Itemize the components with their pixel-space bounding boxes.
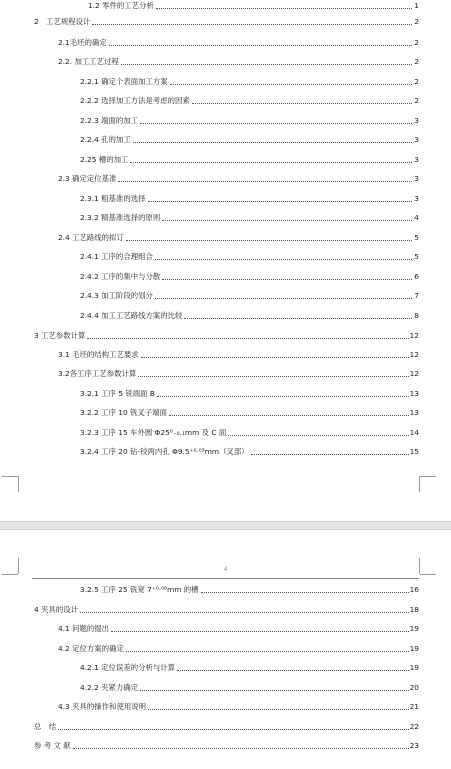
toc-leader (162, 279, 412, 280)
toc-entry[interactable] (58, 231, 419, 243)
toc-leader (130, 162, 412, 163)
toc-entry-title: 3.2.1 工序 5 铣端面 B (80, 389, 155, 398)
toc-entry-title: 3 工艺参数计算 (34, 331, 86, 340)
toc-entry[interactable] (58, 36, 419, 48)
toc-entry-page: 19 (409, 663, 419, 672)
toc-entry-title: 2.4.3 加工阶段的划分 (80, 291, 153, 300)
toc-entry[interactable] (80, 583, 419, 595)
toc-entry-title: 2.2. 加工工艺过程 (58, 57, 119, 66)
toc-entry-page: 19 (409, 644, 419, 653)
toc-entry-title: 3.2.3 工序 15 车外圆 Φ25⁰₋₀.₁mm 及 C 面 (80, 428, 227, 437)
toc-entry[interactable] (80, 94, 419, 106)
toc-entry[interactable] (58, 622, 419, 634)
toc-entry-title: 2.1毛坯的确定 (58, 38, 107, 47)
toc-entry-title: 3.2.5 工序 25 铣宽 7⁺⁰·⁰⁸mm 的槽 (80, 585, 199, 594)
toc-leader (140, 690, 408, 691)
toc-entry-title: 3.2各工序工艺参数计算 (58, 369, 137, 378)
toc-entry[interactable] (80, 250, 419, 262)
toc-leader (133, 142, 412, 143)
toc-leader (155, 259, 412, 260)
toc-entry-title: 2.4 工艺路线的拟订 (58, 233, 124, 242)
toc-entry[interactable] (80, 445, 419, 457)
toc-leader (109, 45, 412, 46)
toc-leader (58, 729, 408, 730)
crop-mark (419, 476, 420, 492)
crop-mark (420, 476, 436, 477)
toc-leader (111, 631, 409, 632)
toc-entry-page: 3 (414, 174, 419, 183)
toc-entry[interactable] (80, 211, 419, 223)
toc-entry-title: 2.4.4 加工工艺路线方案的比较 (80, 311, 183, 320)
toc-entry[interactable] (80, 406, 419, 418)
toc-entry[interactable] (80, 289, 419, 301)
toc-entry[interactable] (58, 172, 419, 184)
toc-entry-page: 2 (414, 17, 419, 26)
toc-entry-page: 18 (409, 605, 419, 614)
toc-entry[interactable] (80, 192, 419, 204)
toc-entry-page: 2 (414, 96, 419, 105)
toc-entry[interactable] (34, 720, 419, 732)
toc-entry[interactable] (80, 153, 419, 165)
toc-entry-page: 15 (409, 447, 419, 456)
toc-entry-title: 1.2 零件的工艺分析 (88, 1, 154, 10)
toc-entry-page: 20 (409, 683, 419, 692)
toc-leader (121, 64, 412, 65)
toc-entry-title: 4.3 夹具的操作和使用说明 (58, 702, 147, 711)
toc-leader (169, 415, 409, 416)
toc-entry[interactable] (88, 0, 419, 11)
toc-entry[interactable] (58, 55, 419, 67)
toc-entry-page: 16 (409, 585, 419, 594)
page-gap (0, 521, 451, 530)
toc-entry-page: 4 (414, 213, 419, 222)
toc-entry-title: 2.3.1 粗基准的选择 (80, 194, 146, 203)
toc-entry-title: 4.1 问题的提出 (58, 624, 110, 633)
toc-entry[interactable] (34, 603, 419, 615)
toc-leader (184, 318, 412, 319)
toc-leader (156, 8, 412, 9)
toc-entry-page: 5 (414, 233, 419, 242)
toc-entry[interactable] (58, 367, 419, 379)
toc-entry-page: 21 (409, 702, 419, 711)
toc-entry-title: 4.2.1 定位误差的分析与计算 (80, 663, 176, 672)
toc-entry-title: 参 考 文 献 (34, 741, 71, 750)
toc-entry[interactable] (58, 700, 419, 712)
toc-leader (162, 220, 412, 221)
toc-entry-title: 3.1 毛坯的结构工艺要求 (58, 350, 139, 359)
toc-entry-page: 3 (414, 116, 419, 125)
toc-entry-title: 4.2 定位方案的确定 (58, 644, 124, 653)
toc-entry[interactable] (80, 681, 419, 693)
toc-entry-page: 2 (414, 38, 419, 47)
toc-entry-page: 8 (414, 311, 419, 320)
toc-leader (170, 84, 412, 85)
toc-entry-page: 14 (409, 428, 419, 437)
toc-entry[interactable] (34, 739, 419, 751)
toc-leader (126, 240, 412, 241)
toc-leader (141, 357, 409, 358)
toc-entry[interactable] (34, 15, 419, 27)
toc-leader (192, 103, 412, 104)
toc-entry-page: 2 (414, 57, 419, 66)
toc-entry-page: 13 (409, 389, 419, 398)
toc-entry-title: 2.25 槽的加工 (80, 155, 129, 164)
toc-leader (148, 201, 413, 202)
toc-entry-page: 5 (414, 252, 419, 261)
toc-leader (118, 181, 412, 182)
toc-entry-title: 2.4.2 工序的集中与分散 (80, 272, 161, 281)
toc-leader (138, 376, 408, 377)
toc-entry-page: 23 (409, 741, 419, 750)
toc-leader (148, 709, 409, 710)
toc-entry-page: 6 (414, 272, 419, 281)
crop-mark (18, 476, 19, 492)
header-rule (32, 578, 419, 579)
toc-entry-page: 3 (414, 135, 419, 144)
toc-entry[interactable] (80, 309, 419, 321)
crop-mark (2, 476, 18, 477)
toc-entry-page: 2 (414, 77, 419, 86)
toc-entry-title: 2.2.1 确定个表面加工方案 (80, 77, 168, 86)
toc-entry-title: 2.4.1 工序的合理组合 (80, 252, 153, 261)
toc-entry-title: 4.2.2 夹紧力确定 (80, 683, 139, 692)
toc-entry[interactable] (80, 387, 419, 399)
toc-entry-title: 总 结 (34, 722, 57, 731)
toc-entry[interactable] (58, 348, 419, 360)
toc-leader (155, 298, 412, 299)
toc-entry[interactable] (80, 75, 419, 87)
toc-entry-title: 4 夹具的设计 (34, 605, 79, 614)
toc-entry[interactable] (80, 270, 419, 282)
toc-entry-page: 13 (409, 408, 419, 417)
toc-entry-title: 2 工艺规程设计 (34, 17, 91, 26)
toc-entry-page: 12 (409, 369, 419, 378)
crop-mark (2, 574, 18, 575)
toc-entry-title: 3.2.4 工序 20 钻-铰两内孔 Φ9.5⁺⁰·⁰³mm（叉部） (80, 447, 249, 456)
toc-leader (201, 592, 409, 593)
page-number: 4 (223, 566, 228, 573)
crop-mark (420, 574, 436, 575)
toc-entry-title: 2.3 确定定位基准 (58, 174, 117, 183)
toc-entry-page: 7 (414, 291, 419, 300)
toc-leader (157, 396, 409, 397)
toc-entry-title: 2.3.2 精基准选择的原则 (80, 213, 161, 222)
toc-leader (73, 748, 409, 749)
toc-leader (80, 612, 409, 613)
toc-entry-page: 12 (409, 331, 419, 340)
toc-entry-title: 2.2.2 选择加工方法是考虑的因素 (80, 96, 190, 105)
toc-entry-title: 3.2.2 工序 10 铣叉子端面 (80, 408, 167, 417)
toc-leader (177, 670, 409, 671)
toc-entry-title: 2.2.4 孔的加工 (80, 135, 131, 144)
toc-entry-title: 2.2.3 端面的加工 (80, 116, 139, 125)
toc-entry-page: 19 (409, 624, 419, 633)
toc-entry-page: 22 (409, 722, 419, 731)
toc-entry[interactable] (58, 642, 419, 654)
toc-leader (126, 651, 409, 652)
toc-entry[interactable] (80, 114, 419, 126)
toc-entry-page: 3 (414, 194, 419, 203)
toc-leader (92, 24, 412, 25)
toc-entry[interactable] (34, 329, 419, 341)
toc-entry[interactable] (80, 133, 419, 145)
toc-entry[interactable] (80, 426, 419, 438)
toc-leader (87, 338, 408, 339)
toc-leader (140, 123, 412, 124)
toc-entry-page: 12 (409, 350, 419, 359)
toc-leader (228, 435, 408, 436)
toc-leader (251, 454, 409, 455)
toc-entry-page: 3 (414, 155, 419, 164)
toc-entry[interactable] (80, 661, 419, 673)
document-page-bottom (0, 530, 451, 769)
toc-entry-page: 1 (414, 1, 419, 10)
